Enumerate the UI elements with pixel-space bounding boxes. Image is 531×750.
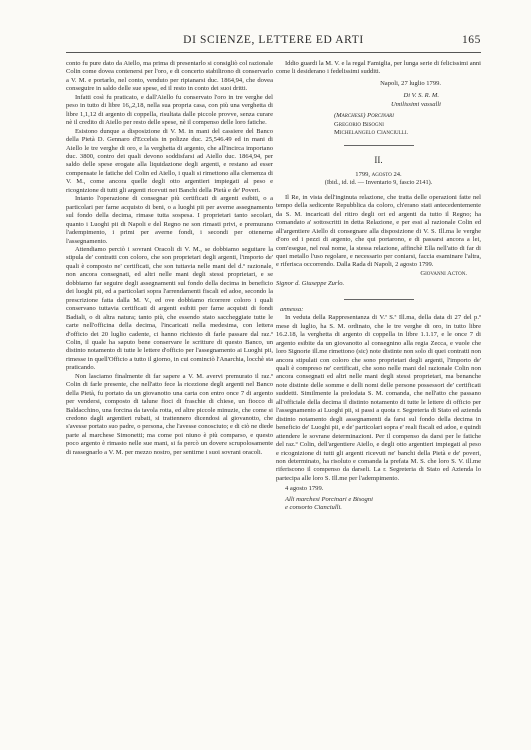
- author-line: [276, 270, 481, 278]
- recipient: Signor d. Giuseppe Zurlo.: [276, 280, 345, 288]
- signers: [276, 112, 481, 137]
- signer: Gregorio Bisogni: [334, 120, 384, 128]
- signer: (Marchese) Porcinari: [334, 112, 394, 120]
- annesso-body: In veduta della Rappresentanza di V.ª S.ª Ill.ma, della data di 27 del p.º mese di luglio, ha S. M. ordinato, che le tre verghe di oro, in tutto libre 16.2.18, la verghetta di argento di coppella in libre 1.1.17, e le once 7 di argento esibite da un giovanotto al consegnino alla regia Zecca, e vuole che loro Signorie ill.me rimettono (sic) note distinte non solo di quei contratti non ancora stipulati con coloro che sono proprietari degli argenti, l'importo de' quali è compreso ne' certificati, che sono nelle mani del razionale Colin non ancora consegnati ed altri nelle mani degli stessi proprietari, ma benanche note distinte delle somme e delli nomi delle persone possessori de' certificati suddetti. Similmente la prelodata S. M. comanda, che nell'atto che passano all'officiale della decima il distinto notamento di tutte le lettere di officio per l'assegnamento ai Luoghi pii, si passi a quota r. Segreteria di Stato ed azienda distinto notamento degli assegnamenti da farsi sul fondo della decima in beneficio de' Luoghi pii, e de' particolari sopra e' reali fiscali ed adoe, e quindi attendere le sovrane determinazioni. Per il compenso da darsi per le fatiche del raz.º Colin, dell'argentiere Aiello, e degli otto argentieri impiegati al peso e ricognizione di tutti gli argenti ricevuti ne' banchi della Pietà e de' poveri, non determinato, ha risoluto e comanda la prefata M. S. che loro S. V. ill.me riferiscono il compenso da darseli. La r. Segreteria di Stato ed Azienda lo partecipa alle loro S. Ill.me per l'adempimento.: [276, 314, 481, 482]
- running-header: [66, 34, 481, 50]
- salutation-line-2: Umilissimi vassalli: [390, 100, 441, 108]
- letter-date: Napoli, 27 luglio 1799.: [380, 79, 441, 87]
- paragraph: Non lasciamo finalmente di far sapere a V. M. avervi premurato il raz.º Colin di farle presente, che nell'atto fece la ricezione degli argenti nel Banco della Pietà, fu portato da un giovanotto una carta con entro once 7 di argento per vendersi, composto di talune fioci di fraschie di chiese, un fiocco di Baldacchino, una forcina da tavola rotta, ed altre piccole minuzie, che come si credono dagli argentieri rubati, si trattennero dicendosi al giovanotto, che s'avesse portato suo padre, o persona, che l'avesse conosciuto; e di ciò ne diede parte al marchese Simonetti; ma come poi niuno è più comparso, e questo poco argento è rimasto nelle sue mani, si fa percò un dovere scrupolosamente di rassegnarlo a V. M. per mezzo nostro, per sentirne i suoi sovrani oracoli.: [66, 372, 273, 456]
- separator: [344, 145, 414, 146]
- signer: Michelangelo Cianciulli.: [334, 129, 409, 137]
- paragraph: Attendiamo perciò i sovrani Oracoli di V. M., se dobbiamo seguitare la stipula de' contratti con coloro, che son proprietari degli argenti, l'importo de' quali è composto ne' certificati, che son tuttavia nelle mani del d.º razionale, non ancora consegnati, ed altri nelle mani degli stessi proprietari, e se dobbiamo far seguire degli assegnamenti sul fondo della decima in beneficio dei luoghi pii, ed a particolari sopra l'arrendamenti fiscali ed adoe, secondo la prescrizione fatta dalla M. V., ed ove dobbiamo ricorrere coloro i quali conservano tuttavia certificati di argenti esibiti per farne acquisti di fondi Badiali, o di altra natura; tanto più, che essendo stato saccheggiate tutte le carte nell'officina della decima, l'incaricati nella medesima, con lettera d'officio dei 20 luglio cadente, ci hanno richiesto di farle passare dal raz.º Colin, il quale ha saputo bene conservare le scritture di questo Banco, un distinto notamento di tutte le lettere d'officio per l'assegnamento ai Luoghi pii, rimesse in quell'Officio a tutto il giorno, in cui cominciò l'Anarchia, locchè sta praticando.: [66, 245, 273, 372]
- section-date: 1799, agosto 24.: [355, 170, 402, 178]
- paragraph: Esistono dunque a disposizione di V. M. in mani del cassiere del Banco della Pietà D. Gennaro d'Eccelsis in polizze duc. 25,546.49 ed in mani di Aiello le tre verghe di oro, e la verghetta di argento, che all'incirca importano duc. 3800, contro dei quali devono soddisfarsi ad Aiello duc. 1864,94, per saldo delle spese erogate alla liquidazione degli argenti, e restano ad esser compensate le fatiche del Colin ed Aiello, i quali si rimettono alla clemenza di V. M., come ancora quelle degli otto argentieri impiegati al peso e ricognizione di tutti gli argenti ricevuti nei Banchi della Pietà e de' Poveri.: [66, 127, 273, 194]
- header-rule: [66, 52, 481, 53]
- final-date: 4 agosto 1799.: [285, 485, 324, 493]
- section-body: Il Re, in vista dell'inginuta relazione, che tratta delle operazioni fatte nel tempo della sedicente Repubblica da coloro, ch'erano stati antecedentemente da S. M. incaricati del ritiro degli ori ed argenti da tutto il Regno; ha comandato a' sottoscritti in detta Relazione, e per essi al razionale Colin ed all'argentiere Aiello di consegnare alla disposizione di V. S. Ill.ma le verghe d'oro ed i pezzi di argento, che qui portarono, e di passarsi ancora a lei, com'esegue, nel real nome, la stessa relazione, affinchè Ella nell'atto di far di quei metallo l'uso regolare, e necessario per coniarsi, faccia esaminare l'altra, e riferisca occorrendo. Dalla Rada di Napoli, 2 agosto 1799.: [276, 193, 481, 269]
- author: Giovanni Acton.: [420, 269, 467, 277]
- right-column: [276, 60, 481, 513]
- page-number: 165: [461, 34, 481, 46]
- closing-paragraph: Iddio guardi la M. V. e la regal Famiglia, per lunga serie di felicissimi anni come li desiderano i fedelissimi sudditi.: [276, 60, 481, 76]
- separator: [344, 299, 414, 300]
- annesso-label: annessa:: [280, 305, 304, 313]
- paragraph: conto fu pure dato da Aiello, ma prima di presentarlo si consigliò col razionale Colin come dovea contenersi per l'oro, e di concerto stabilirono di conservarlo a V. M. e portarlo, nel conto, venduto per ripianarsi duc. 1864,94, che dovea conseguire in saldo delle sue spese, ed il resto in conto dei suoi dritti.: [66, 60, 273, 93]
- left-column: [66, 60, 273, 457]
- salutation-line-1: Di V. S. R. M.: [403, 92, 439, 100]
- paragraph: Infatti così fu praticato, e dall'Aiello fu conservato l'oro in tre verghe del peso in tutto di libre 16,,2,18, nella sua propria casa, con più una verghetta di libre 1,1,12 di argento di coppella, risultata dalle piccole provve, senza curare nè il credito di Aiello per resto delle spese, nè il compenso delle loro fatiche.: [66, 93, 273, 127]
- section-reference: (Ibid., id. id. — Inventario 9, fascio 2141).: [324, 179, 433, 187]
- final-recipients-2: e consorto Cianciulli.: [285, 504, 342, 512]
- paragraph: Intanto l'operazione di consegnar più certificati di argenti esibiti, o a particolari per farne acquisto di beni, o a luoghi pii per averne assegnamento sul fondo della decima, rimase tutta sospesa. I proprietari tanto secolari, quanto i Luoghi pii di Napoli e del Regno ne son rimasti privi, e premurano l'adempimento, i primi per averne fondi, i secondi per ottenerne l'assegnamento.: [66, 195, 273, 245]
- final-recipients-1: Alli marchesi Porcinari e Bisogni: [285, 495, 373, 503]
- running-title: DI SCIENZE, LETTERE ED ARTI: [183, 34, 364, 46]
- section-number: II.: [374, 155, 383, 166]
